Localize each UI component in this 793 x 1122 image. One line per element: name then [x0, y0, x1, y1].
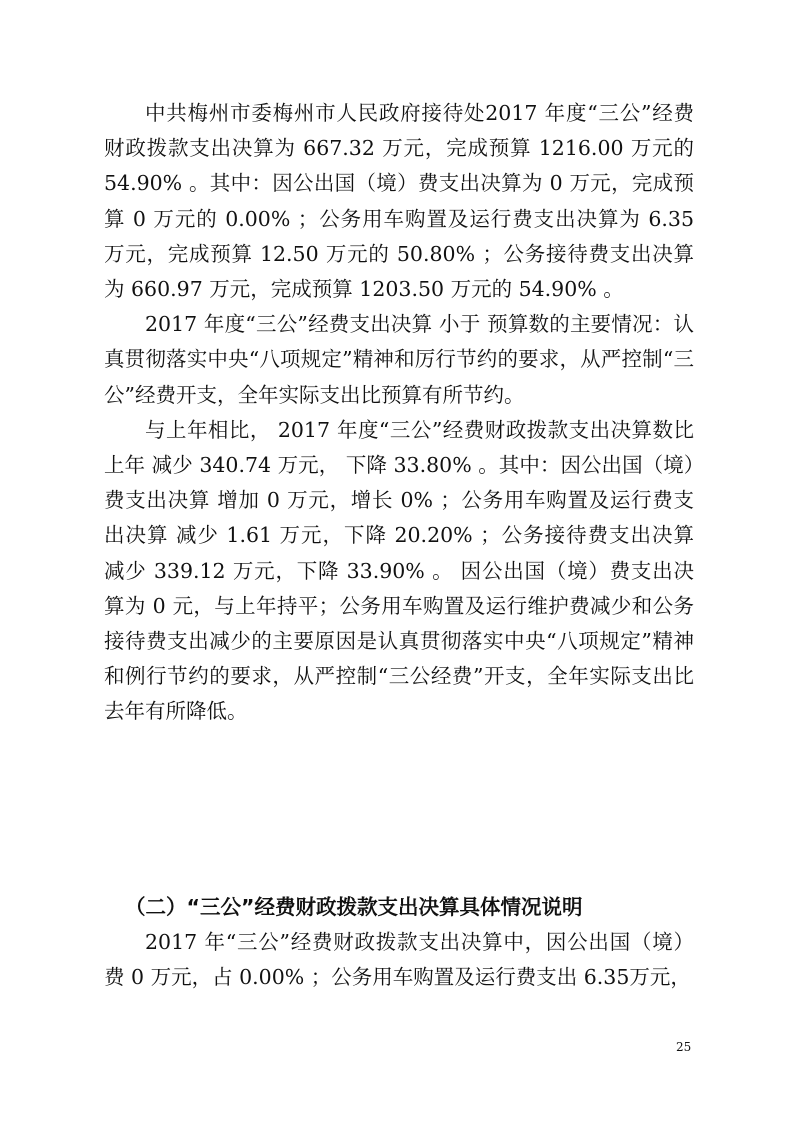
paragraph-budget-explanation: 2017 年度“三公”经费支出决算 小于 预算数的主要情况：认真贯彻落实中央“八项规定”精神和厉行节约的要求，从严控制“三公”经费开支，全年实际支出比预算有所节约。	[104, 312, 694, 407]
section-text-block	[104, 925, 694, 995]
paragraph-section-details: 2017 年“三公”经费财政拨款支出决算中，因公出国（境）费 0 万元，占 0.00% ；公务用车购置及运行费支出 6.35万元，	[104, 930, 694, 990]
section-heading: （二）“三公”经费财政拨款支出决算具体情况说明	[125, 895, 583, 919]
page-number: 25	[676, 1040, 692, 1054]
paragraph-year-over-year: 与上年相比， 2017 年度“三公”经费财政拨款支出决算数比上年 减少 340.74 万元， 下降 33.80% 。其中：因公出国（境）费支出决算 增加 0 万元，增长 0% ；公务用车购置及运行费支出决算 减少 1.61 万元，下降 20.20% ；公务接待费支出决算 减少 339.12 万元，下降 33.90% 。 因公出国（境）费支出决算为 0 元，与上年持平；公务用车购置及运行维护费减少和公务接待费支出减少的主要原因是认真贯彻落实中央“八项规定”精神和例行节约的要求，从严控制“三公经费”开支，全年实际支出比去年有所降低。	[104, 417, 694, 724]
body-text-block	[104, 96, 694, 730]
paragraph-three-public-summary: 中共梅州市委梅州市人民政府接待处2017 年度“三公”经费财政拨款支出决算为 667.32 万元，完成预算 1216.00 万元的 54.90% 。其中：因公出国（境）费支出决算为 0 万元，完成预算 0 万元的 0.00% ；公务用车购置及运行费支出决算为 6.35 万元，完成预算 12.50 万元的 50.80% ；公务接待费支出决算为 660.97 万元，完成预算 1203.50 万元的 54.90% 。	[104, 101, 694, 302]
